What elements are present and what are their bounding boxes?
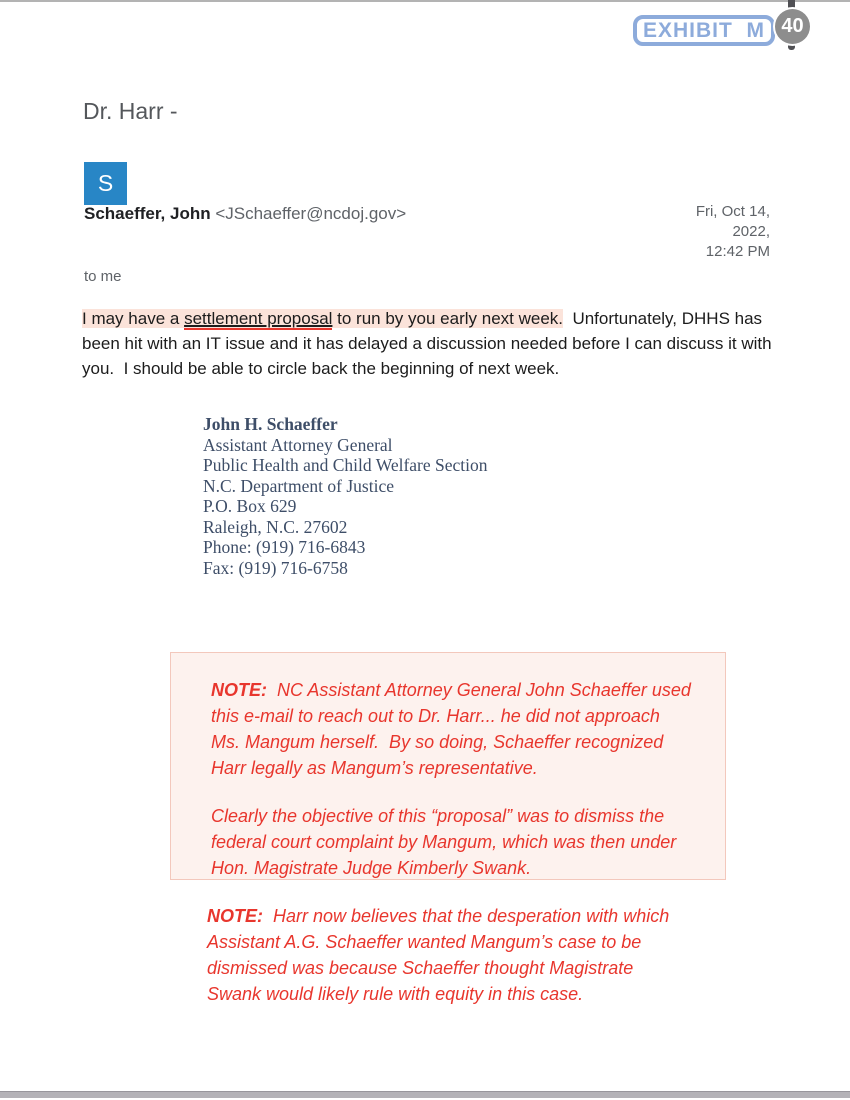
body-text-rest: Unfortunately, DHHS has been hit with an IT issue and it has delayed a discussion needed before I can discuss it with you. I should be able to circle back the beginning of next week. — [82, 309, 777, 378]
highlight-text-pre: I may have a — [82, 309, 185, 328]
signature-fax: Fax: (919) 716-6758 — [203, 557, 348, 578]
top-divider — [0, 0, 850, 2]
bottom-divider — [0, 1091, 850, 1098]
signature-section: Public Health and Child Welfare Section — [203, 455, 488, 475]
recipient-label: to me — [84, 268, 122, 285]
signature-department: N.C. Department of Justice — [203, 475, 394, 496]
exhibit-stamp — [633, 15, 775, 46]
annotation-note-box — [170, 652, 726, 880]
highlight-text-post: to run by you early next week. — [332, 309, 563, 328]
annotation-note-plain — [207, 903, 685, 1007]
timestamp-line-1: Fri, Oct 14, — [695, 203, 770, 220]
signature-city: Raleigh, N.C. 27602 — [203, 516, 348, 537]
email-greeting: Dr. Harr - — [83, 98, 178, 124]
signature-phone: Phone: (919) 716-6843 — [203, 537, 366, 557]
note-plain-text: Harr now believes that the desperation with which Assistant A.G. Schaeffer wanted Mangum’s case to be dismissed was because Schaeffer thought Magistrate Swank would likely rule with equity in this case. — [207, 906, 674, 1004]
note-label-2: NOTE: — [207, 906, 263, 926]
timestamp-line-3: 12:42 PM — [705, 243, 770, 260]
timestamp-line-2: 2022, — [732, 223, 770, 240]
sender-avatar: S — [84, 162, 127, 205]
sender-email: <JSchaeffer@ncdoj.gov> — [210, 204, 407, 223]
highlighted-sentence — [82, 309, 563, 328]
signature-po-box: P.O. Box 629 — [203, 496, 297, 516]
sender-name: Schaeffer, John — [84, 204, 211, 223]
note-label: NOTE: — [211, 680, 267, 700]
signature-name: John H. Schaeffer — [203, 414, 338, 434]
sender-line — [84, 204, 406, 224]
signature-block — [203, 414, 488, 578]
signature-title: Assistant Attorney General — [203, 434, 393, 455]
underlined-phrase: settlement proposal — [184, 309, 333, 328]
exhibit-stamp-label: EXHIBIT M — [642, 18, 765, 42]
note-paragraph-1-text: NC Assistant Attorney General John Schaeffer used this e-mail to reach out to Dr. Harr... he did not approach Ms. Mangum herself. By so doing, Schaeffer recognized Harr legally as Mangum’s representative. — [211, 680, 696, 778]
note-paragraph-2: Clearly the objective of this “proposal” was to dismiss the federal court complaint by Mangum, which was then under Hon. Magistrate Judge Kimberly Swank. — [211, 806, 682, 878]
email-timestamp — [696, 202, 770, 262]
note-paragraph-1 — [211, 677, 696, 781]
email-body — [82, 306, 776, 381]
exhibit-page-number-badge: 40 — [775, 9, 810, 44]
